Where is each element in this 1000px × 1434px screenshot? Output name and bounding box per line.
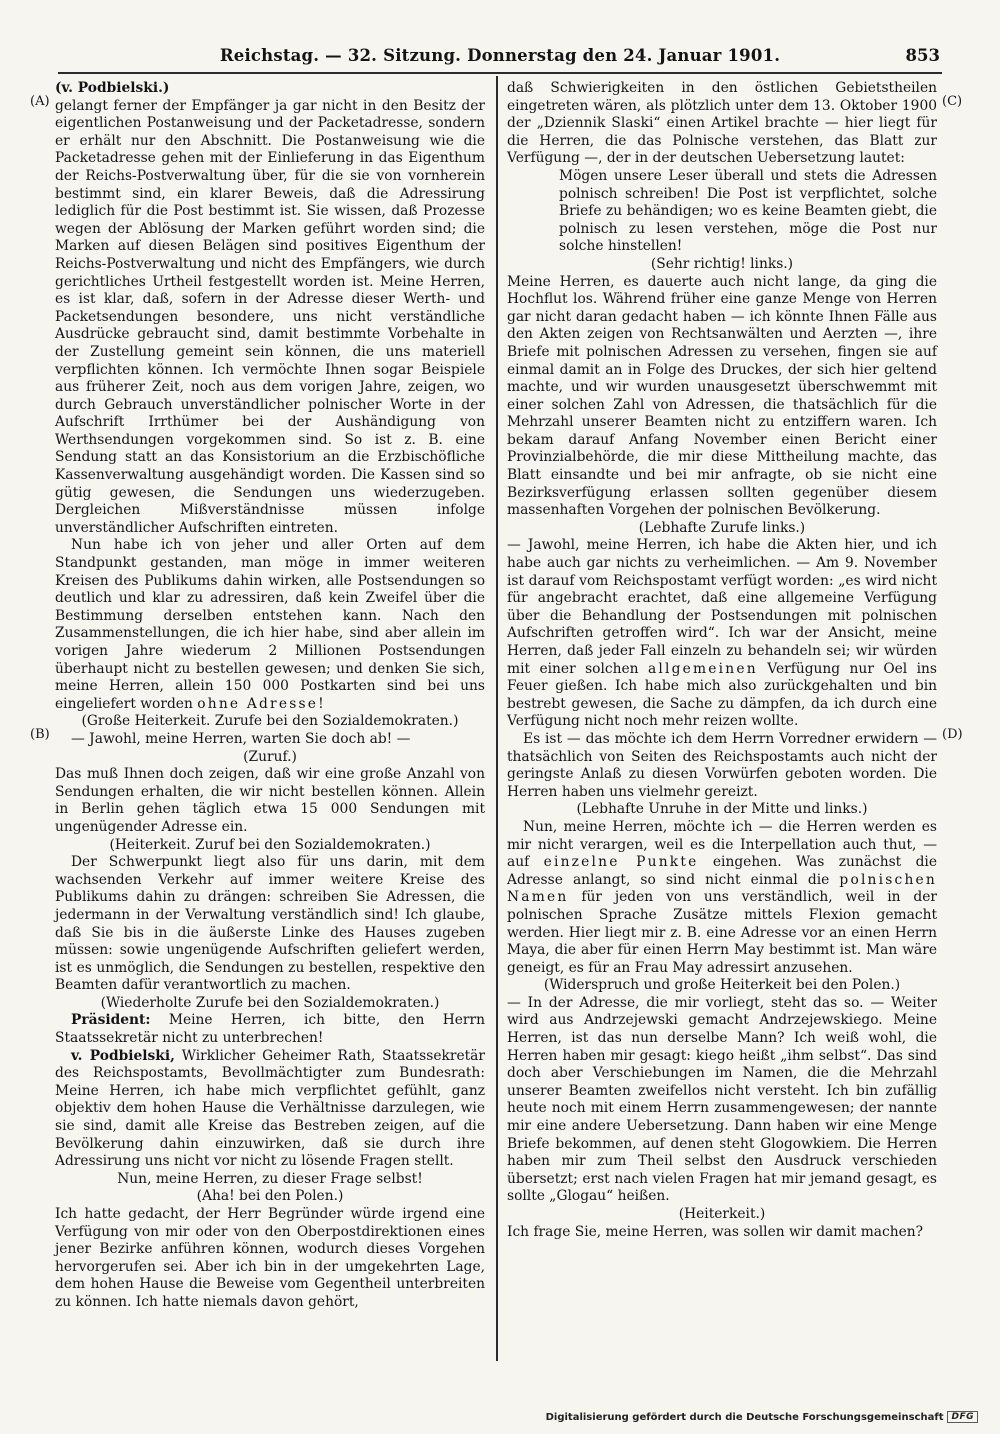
header-rule <box>58 72 942 74</box>
text-run: Nun habe ich von jeher und aller Orten auf dem Standpunkt gestanden, man möge in immer weiteren Kreisen des Publikums dahin wirken, alle Postsendungen so deutlich und klar zu adressiren, daß kein Zweifel über die Bestimmung derselben entstehen kann. Nach den Zusammenstellungen, die ich hier habe, sind aber allein im vorigen Jahre wiederum 2 Millionen Postsendungen überhaupt nicht zu bestellen gewesen; und denken Sie sich, meine Herren, allein 150 000 Postkarten sind bei uns eingeliefert worden <box>55 537 485 712</box>
column-divider <box>496 76 498 1361</box>
paragraph <box>55 537 485 713</box>
interjection: (Sehr richtig! links.) <box>650 255 794 272</box>
paragraph: — In der Adresse, die mir vorliegt, steht das so. — Weiter wird aus Andrzejewski gemacht Andrzejewskiego. Meine Herren, ist das nun derselbe Mann? Ich weiß wohl, die Herren haben mir gesagt: kiego heißt „ihm selbst“. Das sind doch aber Verschiebungen im Namen, die die Mehrzahl unserer Beamten zweifellos nicht versteht. Ich bin zufällig heute noch mit einem Herrn zusammengewesen; der nannte mir eine andere Uebersetzung. Dann haben wir eine Menge Briefe bekommen, auf denen steht Glogowkiem. Die Herren haben mir zum Theil selbst den Ausdruck verschieden übersetzt; erst nach vielen Fragen hat mir jemand gesagt, es sollte „Glogau“ heißen. <box>507 994 937 1205</box>
text-run: Verfügung nur Oel ins Feuer gießen. Ich habe mich also zurückgehalten und bin bestrebt gewesen, die Sache zu dämpfen, da ich durch eine Verfügung nicht noch mehr reizen wollte. <box>507 660 937 730</box>
paragraph <box>55 1048 485 1171</box>
text-run: Nun, meine Herren, möchte ich — die Herren werden es mir nicht verargen, weil es die Interpellation auch thut, — auf <box>507 818 937 871</box>
paragraph <box>507 537 937 731</box>
paragraph <box>55 1012 485 1047</box>
interjection: (Lebhafte Zurufe links.) <box>638 519 806 536</box>
footer-text: Digitalisierung gefördert durch die Deutsche Forschungsgemeinschaft <box>545 1411 944 1423</box>
dfg-logo: DFG <box>947 1411 978 1423</box>
paragraph: — Jawohl, meine Herren, warten Sie doch ab! — <box>71 730 411 747</box>
margin-marker-d: (D) <box>942 727 963 742</box>
spaced-emphasis: einzelne Punkte <box>543 854 699 871</box>
running-title: Reichstag. — 32. Sitzung. Donnerstag den 24. Januar 1901. <box>219 46 781 65</box>
interjection: (Lebhafte Unruhe in der Mitte und links.) <box>576 801 868 818</box>
interjection: (Große Heiterkeit. Zurufe bei den Sozialdemokraten.) <box>81 713 459 730</box>
text-run: eingehen. Was zunächst die Adresse anlangt, so sind nicht einmal die <box>507 854 938 888</box>
margin-marker-b: (B) <box>30 727 50 742</box>
interjection: (Wiederholte Zurufe bei den Sozialdemokraten.) <box>100 994 440 1011</box>
page-number: 853 <box>905 46 940 65</box>
margin-marker-a: (A) <box>30 94 50 109</box>
paragraph: Das muß Ihnen doch zeigen, daß wir eine große Anzahl von Sendungen erhalten, die wir nicht bestellen können. Allein in Berlin gehen täglich etwa 15 000 Sendungen mit ungenügender Adresse ein. <box>55 766 485 835</box>
page-header <box>60 46 940 68</box>
paragraph: Nun, meine Herren, zu dieser Frage selbst! <box>117 1170 423 1187</box>
speaker-name: Präsident: <box>71 1012 151 1029</box>
block-quote: Mögen unsere Leser überall und stets die Adressen polnisch schreiben! Die Post ist verpflichtet, solche Briefe zu behändigen; wo es keine Beamten giebt, die polnisch zu lesen verstehen, möge die Post nur solche hinstellen! <box>559 167 937 255</box>
text-run: Wirklicher Geheimer Rath, Staatssekretär des Reichspostamts, Bevollmächtigter zum Bundesrath: Meine Herren, ich habe mich verpflichtet gefühlt, ganz objektiv dem hohen Hause die Verhältnisse darzulegen, wie sie sind, damit alle Kreise das Bestreben zeigen, auf die Bevölkerung dahin einzuwirken, daß sie durch ihre Adressirung uns nicht vor nicht zu lösende Fragen stellt. <box>55 1047 485 1170</box>
spaced-emphasis: polnischen Namen <box>507 871 937 906</box>
interjection: (Heiterkeit.) <box>678 1206 766 1222</box>
text-run: — Jawohl, meine Herren, ich habe die Akten hier, und ich habe auch gar nichts zu verheimlichen. — Am 9. November ist darauf vom Reichspostamt verfügt worden: „es wird nicht für angebracht erachtet, daß eine allgemeine Verfügung über die Behandlung der Postsendungen mit polnischen Aufschriften getroffen wird“. Ich war der Ansicht, meine Herren, daß jeder Fall einzeln zu behandeln sei; wir würden mit einer solchen <box>507 537 937 677</box>
paragraph: Es ist — das möchte ich dem Herrn Vorredner erwidern — thatsächlich von Seiten des Reichspostamts auch nicht der geringste Anlaß zu diesen Vorwürfen geboten worden. Die Herren haben uns vielmehr gereizt. <box>507 730 937 800</box>
paragraph <box>507 819 937 977</box>
text-run: für jeden von uns verständlich, weil in der polnischen Sprache Zusätze mittels Flexion gemacht werden. Hier liegt mir z. B. eine Adresse vor an einen Herrn Maya, die aber für einen Herrn May bestimmt ist. Man wäre geneigt, es für an Frau May adressirt anzusehen. <box>507 889 937 976</box>
left-column <box>55 80 485 1312</box>
margin-marker-c: (C) <box>942 94 963 109</box>
interjection: (Heiterkeit. Zuruf bei den Sozialdemokraten.) <box>109 836 431 853</box>
funding-note <box>546 1411 978 1423</box>
paragraph: daß Schwierigkeiten in den östlichen Gebietstheilen eingetreten wären, als plötzlich unter dem 13. Oktober 1900 der „Dziennik Slaski“ einen Artikel brachte — hier liegt für die Herren, die das Polnische verstehen, das Blatt zur Verfügung —, der in der deutschen Uebersetzung lautet: <box>507 80 937 167</box>
interjection: (Zuruf.) <box>243 748 297 765</box>
paragraph: Ich hatte gedacht, der Herr Begründer würde irgend eine Verfügung von mir oder von den Oberpostdirektionen eines jener Bezirke anführen können, wodurch dieses Vorgehen hervorgerufen sei. Aber ich bin in der umgekehrten Lage, dem hohen Hause die Beweise vom Gegentheil unterbreiten zu können. Ich hatte niemals davon gehört, <box>55 1206 485 1310</box>
interjection: (Aha! bei den Polen.) <box>196 1188 344 1205</box>
paragraph: Ich frage Sie, meine Herren, was sollen wir damit machen? <box>507 1223 924 1240</box>
speaker-name: v. Podbielski, <box>71 1047 175 1064</box>
paragraph: gelangt ferner der Empfänger ja gar nicht in den Besitz der eigentlichen Postanweisung und der Packetadresse, sondern er erhält nur den Abschnitt. Die Postanweisung wie die Packetadresse gehen mit der Einlieferung in das Eigenthum der Reichs-Postverwaltung über, für die sie von vornherein bestimmt sind, ein klarer Beweis, daß die Adressirung lediglich für die Post bestimmt ist. Sie wissen, daß Prozesse wegen der Ablösung der Marken geführt worden sind; die Marken auf diesen Belägen sind positives Eigenthum der Reichs-Postverwaltung und nicht des Empfängers, wie durch gerichtliches Urtheil festgestellt worden ist. Meine Herren, es ist klar, daß, sofern in der Adresse dieser Werth- und Packetsendungen besondere, uns nicht verständliche Ausdrücke gebraucht sind, damit bestimmte Vorbehalte in der Zustellung gemeint sein können, die uns materiell verpflichten können. Ich vermöchte Ihnen sogar Beispiele aus früherer Zeit, noch aus dem vorigen Jahre, zeigen, wo durch Gebrauch unverständlicher polnischer Worte in der Aufschrift Irrthümer bei der Aushändigung von Werthsendungen vorgekommen sind. So ist z. B. eine Sendung statt an das Konsistorium an die Erzbischöfliche Kassenverwaltung ausgehändigt worden. Die Kassen sind so gütig gewesen, die Sendungen uns wiederzugeben. Dergleichen Mißverständnisse müssen infolge unverständlicher Aufschriften eintreten. <box>55 97 485 536</box>
right-column <box>507 80 937 1241</box>
interjection: (Widerspruch und große Heiterkeit bei den Polen.) <box>543 977 901 994</box>
paragraph: Meine Herren, es dauerte auch nicht lange, da ging die Hochflut los. Während früher eine ganze Menge von Herren gar nicht daran gedacht haben — ich könnte Ihnen Fälle aus den Akten zeigen von Rechtsanwälten und Aerzten —, ihre Briefe mit polnischen Adressen zu versehen, fingen sie auf einmal damit an in Folge des Druckes, der sich hier geltend machte, und wir wurden unausgesetzt überschwemmt mit einer solchen Zahl von Adressen, die thatsächlich für die Mehrzahl unserer Beamten nicht zu entziffern waren. Ich bekam darauf Anfang November einen Bericht einer Provinzialbehörde, die mir diese Mittheilung machte, das Blatt einsandte und bei mir anfragte, ob sie nicht eine Bezirksverfügung erlassen sollten gegenüber diesem massenhaften Vorgehen der polnischen Bevölkerung. <box>507 273 937 519</box>
spaced-emphasis: allgemeinen <box>647 660 758 677</box>
spaced-emphasis: ohne Adresse! <box>197 695 326 712</box>
paragraph: Der Schwerpunkt liegt also für uns darin, mit dem wachsenden Verkehr auf immer weitere Kreise des Publikums dahin zu drängen: schreiben Sie Adressen, die jedermann in der Verwaltung verständlich sind! Ich glaube, daß Sie bis in die äußerste Linke des Hauses zugeben müssen: sowie ungenügende Aufschriften geliefert werden, ist es unmöglich, die Sendungen zu bestellen, respektive den Beamten dafür verantwortlich zu machen. <box>55 854 485 994</box>
text-run: Meine Herren, ich bitte, den Herrn Staatssekretär nicht zu unterbrechen! <box>55 1012 485 1047</box>
speaker-heading: (v. Podbielski.) <box>55 80 170 96</box>
